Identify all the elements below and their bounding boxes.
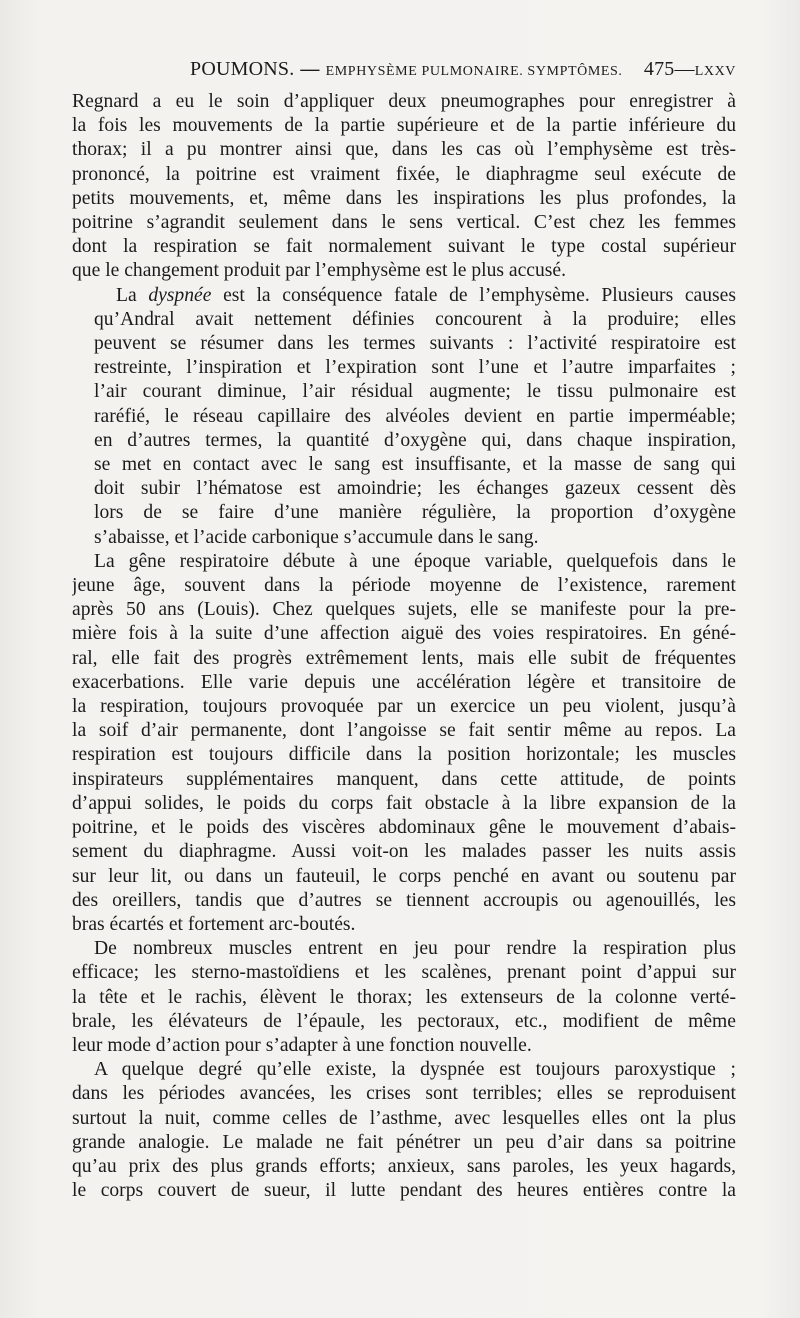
text-line: la fois les mouvements de la partie supérieure et de la partie inférieure du [72, 115, 736, 137]
text-line: doit subir l’hématose est amoindrie; les échanges gazeux cessent dès [94, 478, 736, 500]
paragraph-4 [72, 937, 736, 1058]
text-line: l’air courant diminue, l’air résidual augmente; le tissu pulmonaire est [94, 381, 736, 403]
text-line: d’appui solides, le poids du corps fait obstacle à la libre expansion de la [72, 792, 736, 814]
text-line: se met en contact avec le sang est insuffisante, et la masse de sang qui [94, 454, 736, 476]
header-dash: — [300, 59, 320, 80]
paragraph-1 [72, 90, 736, 284]
text-line: en d’autres termes, la quantité d’oxygène qui, dans chaque inspiration, [94, 429, 736, 451]
text-line: jeune âge, souvent dans la période moyenne de l’existence, rarement [72, 575, 736, 597]
paragraph-2 [72, 284, 736, 550]
text-line: sement du diaphragme. Aussi voit-on les malades passer les nuits assis [72, 841, 736, 863]
paragraph-5 [72, 1058, 736, 1203]
text-line: ral, elle fait des progrès extrêmement lents, mais elle subit de fréquentes [72, 647, 736, 669]
running-head [72, 58, 736, 88]
text-line: restreinte, l’inspiration et l’expiration sont l’une et l’autre imparfaites ; [94, 357, 736, 379]
text-line [72, 284, 736, 308]
text-fragment: est la conséquence fatale de l’emphysème. Plusieurs causes [211, 284, 736, 306]
text-fragment: La [116, 284, 149, 306]
roman-page-number: LXXV [694, 64, 736, 79]
running-head-left [190, 58, 623, 81]
text-line: le corps couvert de sueur, il lutte pendant des heures entières contre la [72, 1180, 736, 1202]
text-line: après 50 ans (Louis). Chez quelques sujets, elle se manifeste pour la pre- [72, 599, 736, 621]
text-line: dont la respiration se fait normalement suivant le type costal supérieur [72, 236, 736, 258]
page-number: 475 [643, 58, 675, 80]
text-line: Regnard a eu le soin d’appliquer deux pneumographes pour enregistrer à [72, 91, 736, 112]
text-line: brale, les élévateurs de l’épaule, les pectoraux, etc., modifient de même [72, 1010, 736, 1032]
text-line: La gêne respiratoire débute à une époque variable, quelquefois dans le [94, 550, 736, 572]
text-line: la respiration, toujours provoquée par un exercice un peu violent, jusqu’à [72, 696, 736, 718]
text-line: peuvent se résumer dans les termes suivants : l’activité respiratoire est [94, 333, 736, 355]
text-line: respiration est toujours difficile dans la position horizontale; les muscles [72, 744, 736, 766]
page-number-dash: — [674, 58, 695, 80]
text-line: surtout la nuit, comme celles de l’asthme, avec lesquelles elles ont la plus [72, 1107, 736, 1129]
section-title: POUMONS. [190, 58, 295, 80]
text-line: raréfié, le réseau capillaire des alvéoles devient en partie imperméable; [94, 405, 736, 427]
text-line: qu’au prix des plus grands efforts; anxieux, sans paroles, les yeux hagards, [72, 1155, 736, 1177]
text-line: grande analogie. Le malade ne fait pénétrer un peu d’air dans sa poitrine [72, 1131, 736, 1153]
text-line: la soif d’air permanente, dont l’angoisse se fait sentir même au repos. La [72, 720, 736, 742]
text-line: poitrine s’agrandit seulement dans le sens vertical. C’est chez les femmes [72, 212, 736, 234]
text-line: que le changement produit par l’emphysème est le plus accusé. [72, 260, 567, 282]
text-line: la tête et le rachis, élèvent le thorax; les extenseurs de la colonne verté- [72, 986, 736, 1008]
text-line: lors de se faire d’une manière régulière, la proportion d’oxygène [94, 502, 736, 524]
text-line: A quelque degré qu’elle existe, la dyspnée est toujours paroxystique ; [94, 1059, 736, 1081]
section-subtitle: EMPHYSÈME PULMONAIRE. SYMPTÔMES. [325, 64, 623, 79]
text-line: bras écartés et fortement arc-boutés. [72, 913, 356, 935]
running-head-right [644, 58, 736, 81]
body-text [72, 90, 736, 1203]
text-line: prononcé, la poitrine est vraiment fixée, le diaphragme seul exécute de [72, 163, 736, 185]
text-line: efficace; les sterno-mastoïdiens et les scalènes, prenant point d’appui sur [72, 962, 736, 984]
text-line: exacerbations. Elle varie depuis une accélération légère et transitoire de [72, 671, 736, 693]
paragraph-3 [72, 550, 736, 937]
text-line: dans les périodes avancées, les crises sont terribles; elles se reproduisent [72, 1083, 736, 1105]
text-line: petits mouvements, et, même dans les inspirations les plus profondes, la [72, 187, 736, 209]
text-line: sur leur lit, ou dans un fauteuil, le corps penché en avant ou soutenu par [72, 865, 736, 887]
emphasized-term: dyspnée [148, 284, 212, 306]
text-line: mière fois à la suite d’une affection aiguë des voies respiratoires. En géné- [72, 623, 736, 645]
text-line: s’abaisse, et l’acide carbonique s’accumule dans le sang. [94, 526, 539, 548]
text-line: inspirateurs supplémentaires manquent, dans cette attitude, de points [72, 768, 736, 790]
text-line: De nombreux muscles entrent en jeu pour rendre la respiration plus [94, 938, 736, 960]
text-line: qu’Andral avait nettement définies concourent à la produire; elles [94, 308, 736, 330]
text-line: des oreillers, tandis que d’autres se tiennent accroupis ou agenouillés, les [72, 889, 736, 911]
text-line: thorax; il a pu montrer ainsi que, dans les cas où l’emphysème est très- [72, 139, 736, 161]
text-line: leur mode d’action pour s’adapter à une fonction nouvelle. [72, 1034, 532, 1056]
text-line: poitrine, et le poids des viscères abdominaux gêne le mouvement d’abais- [72, 817, 736, 839]
